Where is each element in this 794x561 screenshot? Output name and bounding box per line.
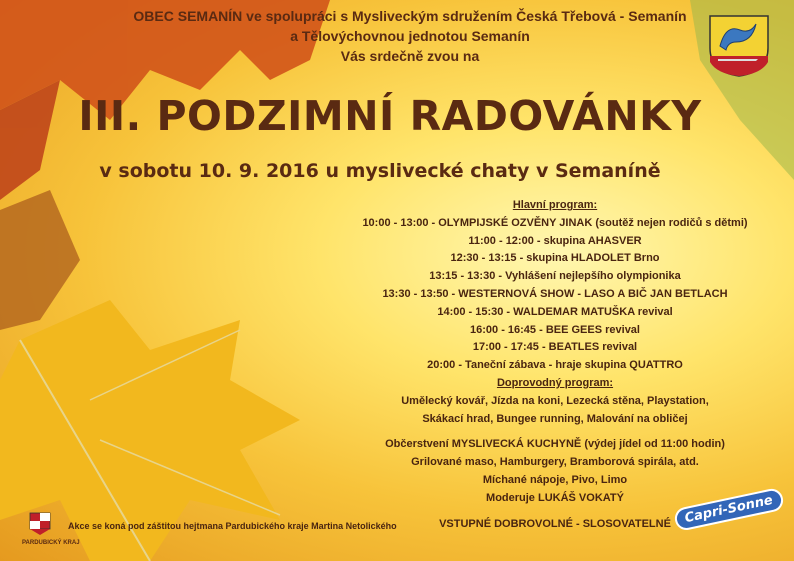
program-item: 17:00 - 17:45 - BEATLES revival [472, 341, 638, 354]
program-section [345, 197, 765, 533]
organizers-line-1: OBEC SEMANÍN ve spolupráci s Mysliveckým sdružením Česká Třebová - Semanín [133, 8, 687, 24]
program-item: 10:00 - 13:00 - OLYMPIJSKÉ OZVĚNY JINAK (soutěž nejen rodičů s dětmi) [362, 216, 748, 229]
program-item: 13:15 - 13:30 - Vyhlášení nejlepšího olympionika [429, 270, 681, 283]
refreshments-line: Grilované maso, Hamburgery, Bramborová spirála, atd. [411, 456, 699, 469]
invitation-line: Vás srdečně zvou na [340, 48, 480, 64]
moderator-line: Moderuje LUKÁŠ VOKATÝ [486, 491, 624, 504]
side-program-line: Skákací hrad, Bungee running, Malování na obličej [422, 412, 688, 425]
program-item: 14:00 - 15:30 - WALDEMAR MATUŠKA revival [437, 305, 673, 318]
organizers-header [90, 6, 730, 66]
region-logo-text: PARDUBICKÝ KRAJ [22, 540, 80, 546]
pardubice-region-logo [22, 512, 80, 546]
region-crest-icon [29, 512, 51, 536]
refreshments-line: Míchané nápoje, Pivo, Limo [482, 473, 628, 486]
side-program-line: Umělecký kovář, Jízda na koni, Lezecká stěna, Playstation, [401, 394, 709, 407]
spacer [345, 428, 765, 436]
main-program-heading: Hlavní program: [512, 199, 598, 211]
program-item: 11:00 - 12:00 - skupina AHASVER [468, 234, 642, 247]
program-item: 13:30 - 13:50 - WESTERNOVÁ SHOW - LASO A BIČ JAN BETLACH [382, 287, 728, 300]
sponsor-logo: Capri-Sonne [673, 487, 785, 532]
side-program-heading: Doprovodný program: [496, 376, 614, 389]
program-item: 12:30 - 13:15 - skupina HLADOLET Brno [450, 252, 660, 265]
organizers-line-2: a Tělovýchovnou jednotou Semanín [290, 28, 530, 44]
event-date-location: v sobotu 10. 9. 2016 u myslivecké chaty v Semaníně [99, 160, 661, 182]
program-item: 16:00 - 16:45 - BEE GEES revival [470, 323, 640, 336]
patronage-note: Akce se koná pod záštitou hejtmana Pardubického kraje Martina Netolického [68, 521, 397, 531]
refreshments-line: Občerstvení MYSLIVECKÁ KUCHYNĚ (výdej jídel od 11:00 hodin) [385, 438, 725, 451]
admission-line: VSTUPNÉ DOBROVOLNÉ - SLOSOVATELNÉ [439, 517, 671, 530]
program-item: 20:00 - Taneční zábava - hraje skupina QUATTRO [427, 359, 683, 372]
brown-leaf-left [0, 190, 80, 330]
event-title: III. PODZIMNÍ RADOVÁNKY [78, 92, 702, 140]
